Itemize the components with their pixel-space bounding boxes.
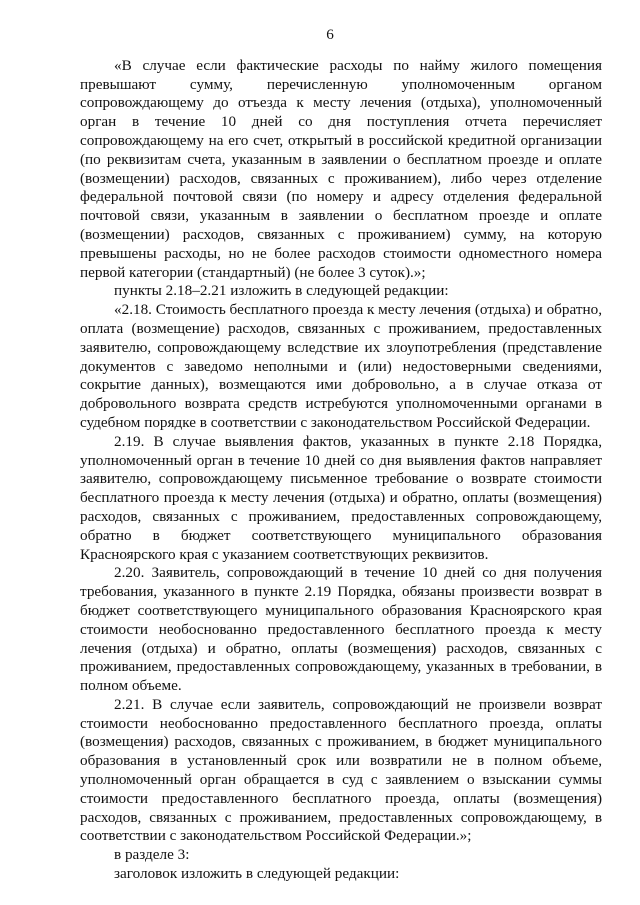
paragraph-2-20: 2.20. Заявитель, сопровождающий в течение 10 дней со дня получения требования, указанного в пункте 2.19 Порядка, обязаны произвести возврат в бюджет соответствующего муниципального образования Красноярского края стоимости необоснованно предоставленного бесплатного проезда к месту лечения (отдыха) и обратно, оплаты (возмещения) расходов, связанных с проживанием, предоставленных сопровождающему, указанных в требовании, в полном объеме. [80,564,602,695]
paragraph-heading-change: заголовок изложить в следующей редакции: [114,865,400,883]
paragraph-2-21: 2.21. В случае если заявитель, сопровождающий не произвели возврат стоимости необоснованно предоставленного бесплатного проезда, оплаты (возмещения) расходов, связанных с проживанием, в бюджет муниципального образования в установленный срок или возвратили не в полном объеме, уполномоченный орган обращается в суд с заявлением о взыскании суммы стоимости предоставленного бесплатного проезда, оплаты (возмещения) расходов, связанных с проживанием, предоставленных сопровождающему, в соответствии с законодательством Российской Федерации.»; [80,695,602,845]
paragraph-points-intro: пункты 2.18–2.21 изложить в следующей редакции: [114,282,449,300]
paragraph-2-18: «2.18. Стоимость бесплатного проезда к месту лечения (отдыха) и обратно, оплата (возмещение) расходов, связанных с проживанием, предоставленных заявителю, сопровождающему вследствие их злоупотребления (представление документов с заведомо неполными и (или) недостоверными сведениями, сокрытие данных), возмещаются ими добровольно, а в случае отказа от добровольного возврата средств истребуются уполномоченными органами в судебном порядке в соответствии с законодательством Российской Федерации. [80,301,602,431]
page-number: 6 [326,26,334,43]
paragraph-section-3: в разделе 3: [114,846,190,864]
paragraph-2-19: 2.19. В случае выявления фактов, указанных в пункте 2.18 Порядка, уполномоченный орган в течение 10 дней со дня выявления фактов направляет заявителю, сопровождающему письменное требование о возврате стоимости бесплатного проезда к месту лечения (отдыха) и обратно, оплаты (возмещения) расходов, связанных с проживанием, предоставленных сопровождающему, обратно в бюджет соответствующего муниципального образования Красноярского края с указанием соответствующих реквизитов. [80,432,602,563]
paragraph-accommodation-excess: «В случае если фактические расходы по найму жилого помещения превышают сумму, перечисленную уполномоченным органом сопровождающему до отъезда к месту лечения (отдыха), уполномоченный орган в течение 10 дней со дня поступления отчета перечисляет сопровождающему на его счет, открытый в российской кредитной организации (по реквизитам счета, указанным в заявлении о бесплатном проезде и оплате (возмещении) расходов, связанных с проживанием), либо через отделение федеральной почтовой связи (по номеру и адресу отделения федеральной почтовой связи, указанным в заявлении о бесплатном проезде и оплате (возмещении) расходов, связанных с проживанием) сумму, на которую превышены расходы, но не более расходов стоимости одноместного номера первой категории (стандартный) (не более 3 суток).»; [80,56,602,281]
